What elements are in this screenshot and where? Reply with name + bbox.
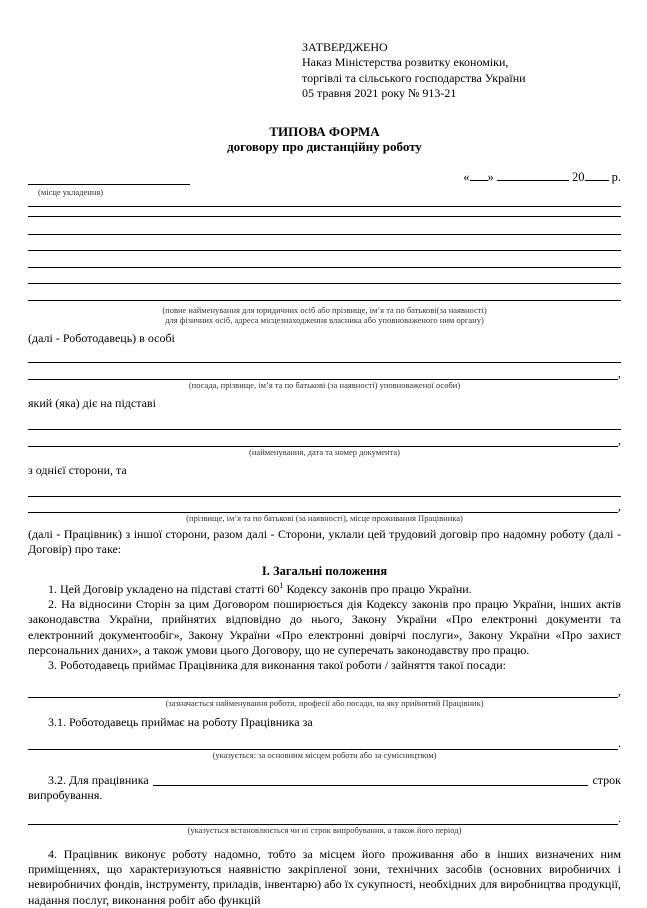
write-in-line [28,235,621,251]
probation-blank [153,773,589,786]
year-suffix: р. [611,170,621,185]
employer-representative-intro: (далі - Роботодавець) в особі [28,330,175,345]
place-write-line [28,169,190,185]
trailing-comma: , [618,365,621,380]
clause-3-2-term: строк [592,772,621,787]
parties-paragraph: (далі - Працівник) з іншої сторони, разом далі - Сторони, уклали цей трудовий договір про надомну роботу (далі - Договір) про таке: [28,527,621,557]
employer-fill-lines [28,198,621,301]
probation-caption: (указується встановлюється чи ні строк випробування, а також його період) [187,825,462,836]
year-prefix: 20 [572,170,585,185]
employment-type-caption: (указується: за основним місцем роботи або за сумісництвом) [212,750,437,761]
clause-3-1: 3.1. Роботодавець приймає на роботу Працівника за [48,714,313,729]
basis-intro: який (яка) діє на підставі [28,396,156,411]
trailing-comma: , [618,684,621,699]
work-name-write-line [28,673,621,698]
clause-4: 4. Працівник виконує роботу надомно, тобто за місцем його проживання або в інших визначених ним приміщеннях, що характеризуються наявністю закріпленої зони, технічних засобів (основних виробничих і невиробничих фондів, інструменту, приладів, інвентарю) або їх сукупності, необхідних для виробництва продукції, надання послуг, виконання робіт або функцій [28,846,621,907]
document-write-line-1 [28,412,621,430]
form-title-block [28,124,621,154]
trailing-period: . [618,811,621,826]
approval-stamp: ЗАТВЕРДЖЕНО [302,40,388,54]
clause-3-2-continuation: випробування. [28,788,103,803]
probation-write-line [28,803,621,825]
clause-2: 2. На відносини Сторін за цим Договором поширюється дія Кодексу законів про працю України, інших актів законодавства України, прийнятих відповідно до нього, Закону України «Про електронні документи та електронний документообіг», Закону України «Про електронні довірчі послуги», Закону України «Про захист персональних даних», а також умови цього Договору, що не суперечать законодавству про працю. [28,596,621,657]
write-in-line [28,251,621,268]
write-in-line [28,217,621,235]
clause-1 [28,582,621,597]
form-title: ТИПОВА ФОРМА [269,124,380,140]
employer-caption-line-2: для фізичних осіб, адреса місцезнаходження власника або уповноваженого ним органу) [165,315,484,326]
employee-write-line-1 [28,479,621,497]
write-in-line [28,284,621,301]
clause-1-tail: Кодексу законів про працю України. [283,581,472,596]
day-blank [470,168,488,181]
write-in-line [28,207,621,217]
clause-3-2 [28,773,621,788]
trailing-period: . [618,736,621,751]
write-in-line [28,198,621,207]
approval-order-line-3: 05 травня 2021 року № 913-21 [302,85,457,100]
approval-order-line-1: Наказ Міністерства розвитку економіки, [302,55,509,70]
trailing-comma: , [618,498,621,513]
employee-caption: (прізвище, ім’я та по батькові (за наявності), місце проживання Працівника) [186,512,463,523]
employer-caption-line-1: (повне найменування для юридичних осіб або прізвище, ім’я та по батькові(за наявності) [162,304,487,315]
year-blank [585,168,609,181]
position-caption: (посада, прізвище, ім’я та по батькові (за наявності) уповноваженої особи) [188,379,461,390]
date-field [463,168,621,185]
write-in-line [28,268,621,284]
trailing-comma: , [618,432,621,447]
month-blank [497,168,569,181]
employment-type-write-line [28,730,621,750]
first-party-text: з однієї сторони, та [28,463,127,478]
position-write-line-2 [28,363,621,380]
approval-block [302,0,621,101]
approval-order-line-2: торгівлі та сільського господарства України [302,70,526,85]
quote-close: » [487,170,494,185]
quote-open: « [463,170,470,185]
position-write-line-1 [28,346,621,363]
document-write-line-2 [28,430,621,447]
work-name-caption: (зазначається найменування роботи, професії або посади, на яку прийнятий Працівник) [165,698,484,709]
clause-1-superscript: 1 [279,580,284,590]
clause-3: 3. Роботодавець приймає Працівника для виконання такої роботи / зайняття такої посади: [48,658,506,673]
document-caption: (найменування, дата та номер документа) [249,446,400,457]
clause-3-2-prefix: 3.2. Для працівника [48,772,149,787]
place-date-row [28,168,621,185]
clause-1-text: 1. Цей Договір укладено на підставі статті 60 [48,581,280,596]
section-heading: I. Загальні положення [261,563,388,578]
form-subtitle: договору про дистанційну роботу [227,139,422,155]
place-caption: (місце укладення) [38,187,104,198]
employee-write-line-2 [28,497,621,513]
